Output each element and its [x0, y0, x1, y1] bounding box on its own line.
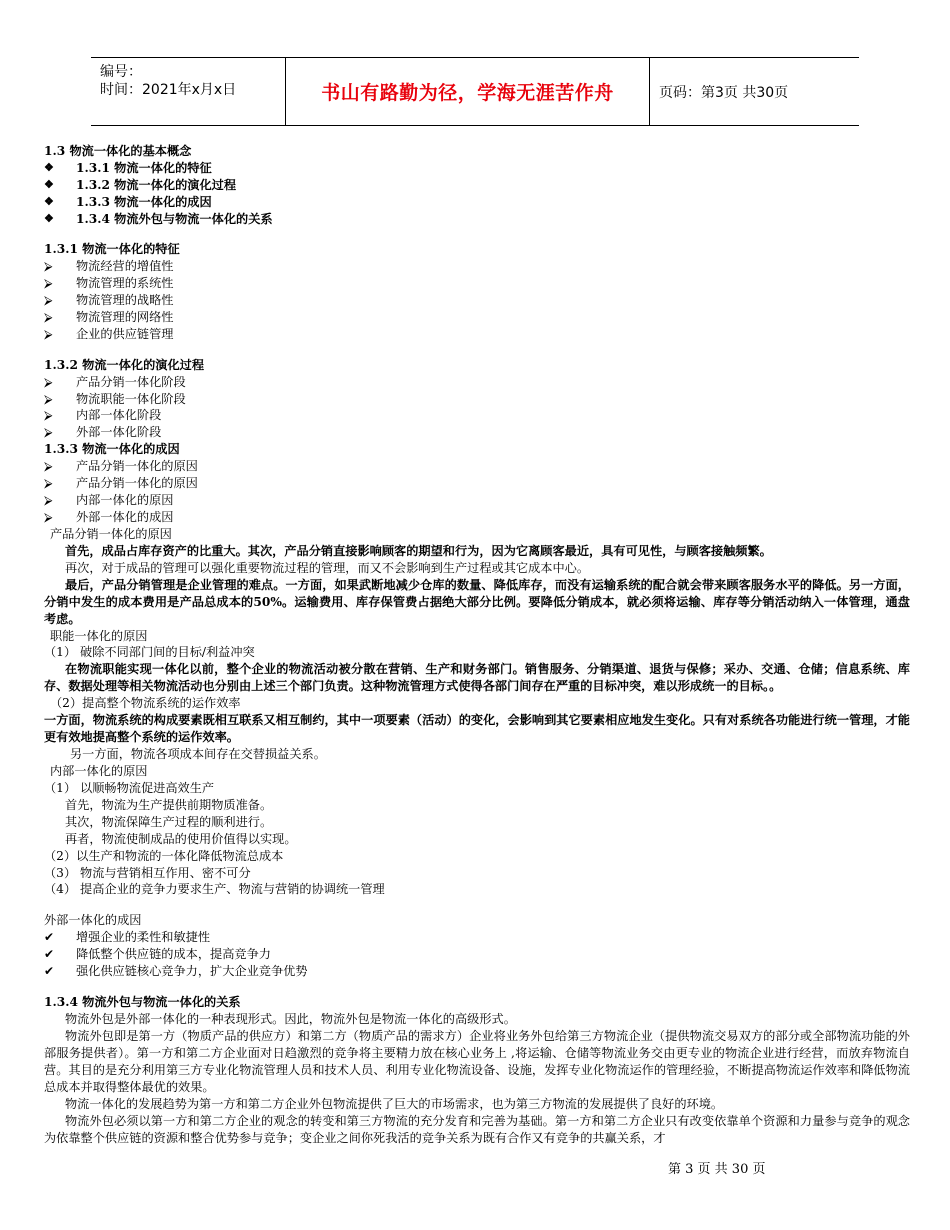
- text-line: 其次，物流保障生产过程的顺利进行。: [65, 814, 273, 829]
- paragraph: 物流外包即是第一方（物质产品的供应方）和第二方（物质产品的需求方）企业将业务外包给第三方物流企业（提供物流交易双方的部分或全部物流功能的外部服务提供者）。第一方和第二方企业面对日趋激烈的竞争将主要精力放在核心业务上 ,将运输、仓储等物流业务交由更专业的物流企业进行经营，而放弃物流自营。其目的是充分利用第三方专业化物流管理人员和技术人员、利用专业化物流设备、设施，发挥专业化物流运作的管理经验，不断提高物流运作效率和降低物流总成本并取得整体最优的效果。: [44, 1028, 910, 1094]
- list-item: ⮚ 内部一体化阶段: [44, 408, 162, 423]
- motto: 书山有路勤为径，学海无涯苦作舟: [321, 82, 614, 104]
- list-item: ⮚ 物流经营的增值性: [44, 259, 174, 274]
- paragraph: 另一方面，物流各项成本间存在交替损益关系。: [70, 747, 326, 762]
- paragraph: 再次，对于成品的管理可以强化重要物流过程的管理，而又不会影响到生产过程或其它成本中心。: [65, 560, 590, 575]
- document-body: [44, 143, 910, 1147]
- paragraph: 物流外包必须以第一方和第二方企业的观念的转变和第三方物流的充分发育和完善为基础。第一方和第二方企业只有改变依靠单个资源和力量参与竞争的观念为依靠整个供应链的资源和整合优势参与竞争；变企业之间你死我活的竞争关系为既有合作又有竞争的共赢关系，才: [44, 1113, 910, 1145]
- toc-item: ❖ 1.3.2 物流一体化的演化过程: [44, 177, 237, 192]
- list-item: ⮚ 物流管理的战略性: [44, 293, 174, 308]
- numbered-heading: （3） 物流与营销相互作用、密不可分: [44, 865, 251, 880]
- numbered-heading: （4） 提高企业的竞争力要求生产、物流与营销的协调统一管理: [44, 882, 385, 897]
- diamond-bullet-icon: ❖: [44, 194, 54, 208]
- diamond-bullet-icon: ❖: [44, 160, 54, 174]
- arrow-bullet-icon: ⮚: [44, 509, 53, 524]
- section-title: 1.3.3 物流一体化的成因: [44, 442, 180, 457]
- section-title: 1.3.1 物流一体化的特征: [44, 242, 180, 257]
- arrow-bullet-icon: ⮚: [44, 459, 53, 474]
- number-label: 编号：: [100, 64, 142, 80]
- header-motto-cell: [286, 58, 650, 125]
- list-item: ⮚ 产品分销一体化的原因: [44, 459, 198, 474]
- list-item: ⮚ 外部一体化阶段: [44, 425, 162, 440]
- toc-item: ❖ 1.3.1 物流一体化的特征: [44, 160, 212, 175]
- check-bullet-icon: ✔: [44, 963, 55, 978]
- list-item: ⮚ 物流管理的系统性: [44, 276, 174, 291]
- page-label: 页码：第3页 共30页: [659, 85, 789, 101]
- list-item: ✔ 降低整个供应链的成本，提高竞争力: [44, 947, 271, 962]
- list-item: ⮚ 企业的供应链管理: [44, 326, 174, 341]
- arrow-bullet-icon: ⮚: [44, 391, 53, 406]
- time-label: 时间：2021年x月x日: [100, 82, 237, 98]
- list-item: ⮚ 物流管理的网络性: [44, 310, 174, 325]
- text-line: 首先，物流为生产提供前期物质准备。: [65, 797, 273, 812]
- list-item: ⮚ 内部一体化的原因: [44, 492, 174, 507]
- header-meta: [91, 58, 286, 125]
- check-bullet-icon: ✔: [44, 930, 55, 945]
- diamond-bullet-icon: ❖: [44, 177, 54, 191]
- paragraph: 物流外包是外部一体化的一种表现形式。因此，物流外包是物流一体化的高级形式。: [65, 1011, 516, 1026]
- arrow-bullet-icon: ⮚: [44, 408, 53, 423]
- arrow-bullet-icon: ⮚: [44, 425, 53, 440]
- arrow-bullet-icon: ⮚: [44, 476, 53, 491]
- section-title: 1.3.4 物流外包与物流一体化的关系: [44, 994, 241, 1009]
- list-item: ⮚ 产品分销一体化阶段: [44, 374, 186, 389]
- subsection-heading: 产品分销一体化的原因: [50, 526, 172, 541]
- toc-title: 1.3 物流一体化的基本概念: [44, 144, 192, 158]
- numbered-heading: （2）以生产和物流的一体化降低物流总成本: [44, 848, 284, 863]
- paragraph: 在物流职能实现一体化以前，整个企业的物流活动被分散在营销、生产和财务部门。销售服务、分销渠道、退货与保修；采办、交通、仓储；信息系统、库存、数据处理等相关物流活动也分别由上述三个部门负责。这种物流管理方式使得各部门间存在严重的目标冲突，难以形成统一的目标。。: [44, 662, 910, 694]
- arrow-bullet-icon: ⮚: [44, 492, 53, 507]
- toc-item: ❖ 1.3.4 物流外包与物流一体化的关系: [44, 211, 273, 226]
- check-bullet-icon: ✔: [44, 947, 55, 962]
- section-title: 1.3.2 物流一体化的演化过程: [44, 357, 205, 372]
- text-line: 再者，物流使制成品的使用价值得以实现。: [65, 831, 297, 846]
- list-item: ⮚ 物流职能一体化阶段: [44, 391, 186, 406]
- subsection-heading: 内部一体化的原因: [50, 764, 148, 779]
- page-footer: 第 3 页 共 30 页: [668, 1162, 766, 1177]
- toc-item: ❖ 1.3.3 物流一体化的成因: [44, 194, 212, 209]
- subsection-heading: 职能一体化的原因: [50, 628, 148, 643]
- paragraph: 一方面，物流系统的构成要素既相互联系又相互制约，其中一项要素（活动）的变化，会影响到其它要素相应地发生变化。只有对系统各功能进行统一管理，才能更有效地提高整个系统的运作效率。: [44, 713, 910, 745]
- page-header: [91, 57, 859, 126]
- arrow-bullet-icon: ⮚: [44, 276, 53, 291]
- arrow-bullet-icon: ⮚: [44, 374, 53, 389]
- list-item: ✔ 增强企业的柔性和敏捷性: [44, 930, 211, 945]
- numbered-heading: （1） 以顺畅物流促进高效生产: [44, 781, 215, 796]
- paragraph: 最后，产品分销管理是企业管理的难点。一方面，如果武断地减少仓库的数量、降低库存，而没有运输系统的配合就会带来顾客服务水平的降低。另一方面，分销中发生的成本费用是产品总成本的50%。运输费用、库存保管费占据绝大部分比例。要降低分销成本，就必须将运输、库存等分销活动纳入一体管理，通盘考虑。: [44, 577, 910, 626]
- subsection-heading: 外部一体化的成因: [44, 913, 142, 928]
- paragraph: 物流一体化的发展趋势为第一方和第二方企业外包物流提供了巨大的市场需求，也为第三方物流的发展提供了良好的环境。: [65, 1096, 724, 1111]
- diamond-bullet-icon: ❖: [44, 211, 54, 225]
- list-item: ⮚ 产品分销一体化的原因: [44, 476, 198, 491]
- arrow-bullet-icon: ⮚: [44, 259, 53, 274]
- arrow-bullet-icon: ⮚: [44, 310, 53, 325]
- numbered-heading: （1） 破除不同部门间的目标/利益冲突: [44, 645, 255, 660]
- list-item: ✔ 强化供应链核心竞争力，扩大企业竞争优势: [44, 963, 308, 978]
- arrow-bullet-icon: ⮚: [44, 326, 53, 341]
- arrow-bullet-icon: ⮚: [44, 293, 53, 308]
- paragraph: 首先，成品占库存资产的比重大。其次，产品分销直接影响顾客的期望和行为，因为它离顾客最近，具有可见性，与顾客接触频繁。: [65, 543, 772, 558]
- list-item: ⮚ 外部一体化的成因: [44, 509, 174, 524]
- numbered-heading: （2）提高整个物流系统的运作效率: [50, 696, 241, 711]
